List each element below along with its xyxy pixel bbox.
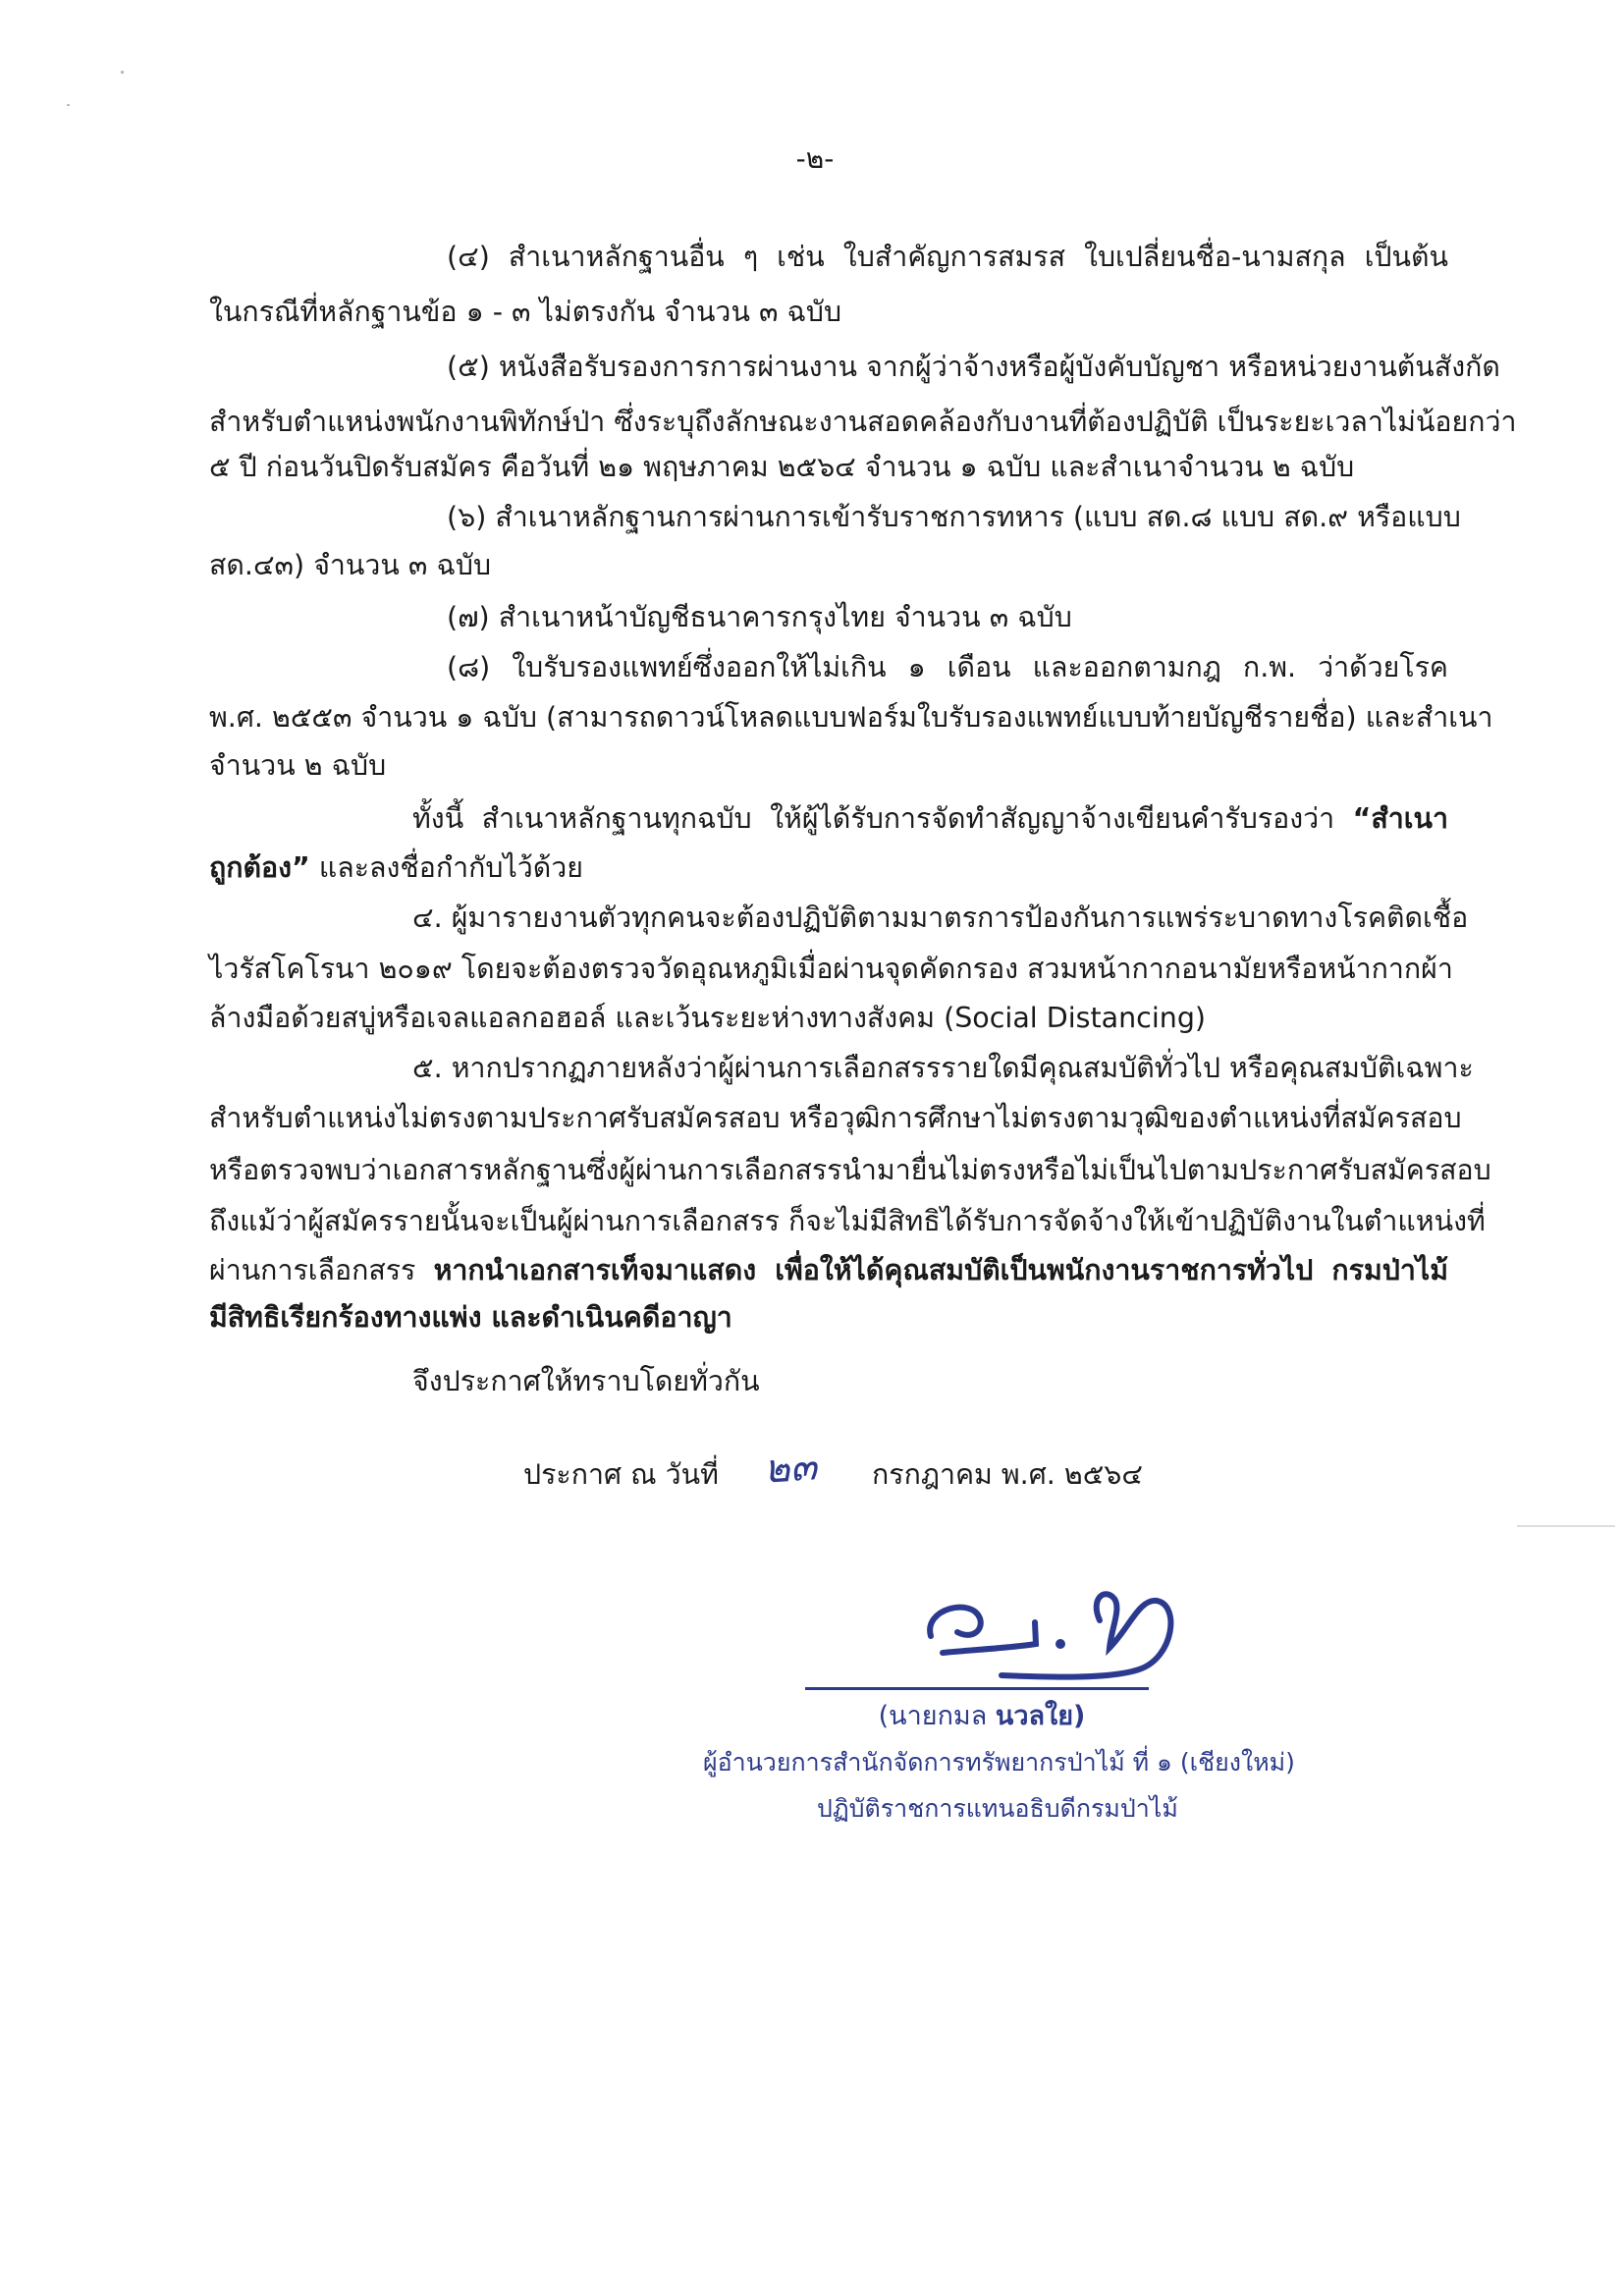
scan-speck xyxy=(67,104,70,106)
scan-speck xyxy=(1517,1525,1615,1527)
signature-graphic xyxy=(903,1559,1198,1687)
handwritten-signature xyxy=(903,1559,1198,1687)
item-5-line-1: (๕) หนังสือรับรองการการผ่านงาน จากผู้ว่าจ้างหรือผู้บังคับบัญชา หรือหน่วยงานต้นสังกัด xyxy=(447,351,1500,383)
section-4-line-3: ล้างมือด้วยสบู่หรือเจลแอลกอฮอล์ และเว้นระยะห่างทางสังคม (Social Distancing) xyxy=(209,1002,1207,1034)
section-5-text: ผ่านการเลือกสรร xyxy=(209,1254,416,1286)
scan-speck xyxy=(121,71,124,74)
certify-post: และลงชื่อกำกับไว้ด้วย xyxy=(318,851,583,884)
announcement: จึงประกาศให้ทราบโดยทั่วกัน xyxy=(412,1365,760,1397)
section-5-line-1: ๕. หากปรากฏภายหลังว่าผู้ผ่านการเลือกสรรรายใดมีคุณสมบัติทั่วไป หรือคุณสมบัติเฉพาะ xyxy=(412,1052,1474,1084)
section-5-line-4: ถึงแม้ว่าผู้สมัครรายนั้นจะเป็นผู้ผ่านการเลือกสรร ก็จะไม่มีสิทธิได้รับการจัดจ้างให้เข้าปฏิบัติงานในตำแหน่งที่ xyxy=(209,1205,1486,1237)
certify-text: ทั้งนี้ สำเนาหลักฐานทุกฉบับ ให้ผู้ได้รับการจัดทำสัญญาจ้างเขียนคำรับรองว่า xyxy=(412,802,1335,835)
signatory-surname: นวลใย) xyxy=(995,1701,1086,1731)
signatory-title-1: ผู้อำนวยการสำนักจัดการทรัพยากรป่าไม้ ที่ ๑ (เชียงใหม่) xyxy=(703,1748,1295,1777)
section-5-line-3: หรือตรวจพบว่าเอกสารหลักฐานซึ่งผู้ผ่านการเลือกสรรนำมายื่นไม่ตรงหรือไม่เป็นไปตามประกาศรับสมัครสอบ xyxy=(209,1154,1491,1186)
date-line xyxy=(523,1451,719,1497)
date-day-handwritten: ๒๓ xyxy=(762,1444,819,1493)
section-5-line-6: มีสิทธิเรียกร้องทางแพ่ง และดำเนินคดีอาญา xyxy=(209,1301,732,1334)
item-8-line-3: จำนวน ๒ ฉบับ xyxy=(209,749,387,782)
item-4-line-1: (๔) สำเนาหลักฐานอื่น ๆ เช่น ใบสำคัญการสมรส ใบเปลี่ยนชื่อ-นามสกุล เป็นต้น xyxy=(447,241,1448,273)
signatory-given-name: (นายกมล xyxy=(878,1701,988,1731)
certify-quote-b: ถูกต้อง” xyxy=(209,851,310,884)
signatory-title-2: ปฏิบัติราชการแทนอธิบดีกรมป่าไม้ xyxy=(817,1794,1178,1823)
page-number: -๒- xyxy=(795,142,835,175)
item-8-line-2: พ.ศ. ๒๕๕๓ จำนวน ๑ ฉบับ (สามารถดาวน์โหลดแบบฟอร์มใบรับรองแพทย์แบบท้ายบัญชีรายชื่อ) และสำเนา xyxy=(209,701,1493,734)
section-5-line-5 xyxy=(209,1247,1448,1292)
section-4-line-2: ไวรัสโคโรนา ๒๐๑๙ โดยจะต้องตรวจวัดอุณหภูมิเมื่อผ่านจุดคัดกรอง สวมหน้ากากอนามัยหรือหน้ากากผ้า xyxy=(209,953,1453,985)
certify-quote-a: “สำเนา xyxy=(1352,802,1449,835)
item-7-line-1: (๗) สำเนาหน้าบัญชีธนาคารกรุงไทย จำนวน ๓ ฉบับ xyxy=(447,601,1072,633)
signature-underline xyxy=(805,1687,1149,1690)
certify-line-2 xyxy=(209,845,583,890)
date-prefix: ประกาศ ณ วันที่ xyxy=(523,1458,719,1491)
item-5-line-2: สำหรับตำแหน่งพนักงานพิทักษ์ป่า ซึ่งระบุถึงลักษณะงานสอดคล้องกับงานที่ต้องปฏิบัติ เป็นระยะเวลาไม่น้อยกว่า xyxy=(209,406,1517,438)
section-5-warning: หากนำเอกสารเท็จมาแสดง เพื่อให้ได้คุณสมบัติเป็นพนักงานราชการทั่วไป กรมป่าไม้ xyxy=(433,1254,1448,1286)
item-6-line-2: สด.๔๓) จำนวน ๓ ฉบับ xyxy=(209,549,492,581)
section-5-line-2: สำหรับตำแหน่งไม่ตรงตามประกาศรับสมัครสอบ หรือวุฒิการศึกษาไม่ตรงตามวุฒิของตำแหน่งที่สมัครสอบ xyxy=(209,1102,1462,1134)
item-8-line-1: (๘) ใบรับรองแพทย์ซึ่งออกให้ไม่เกิน ๑ เดือน และออกตามกฎ ก.พ. ว่าด้วยโรค xyxy=(447,651,1448,683)
item-5-line-3: ๕ ปี ก่อนวันปิดรับสมัคร คือวันที่ ๒๑ พฤษภาคม ๒๕๖๔ จำนวน ๑ ฉบับ และสำเนาจำนวน ๒ ฉบับ xyxy=(209,451,1355,483)
item-6-line-1: (๖) สำเนาหลักฐานการผ่านการเข้ารับราชการทหาร (แบบ สด.๘ แบบ สด.๙ หรือแบบ xyxy=(447,501,1461,533)
item-4-line-2: ในกรณีที่หลักฐานข้อ ๑ - ๓ ไม่ตรงกัน จำนวน ๓ ฉบับ xyxy=(209,296,842,328)
certify-line-1 xyxy=(412,795,1448,841)
section-4-line-1: ๔. ผู้มารายงานตัวทุกคนจะต้องปฏิบัติตามมาตรการป้องกันการแพร่ระบาดทางโรคติดเชื้อ xyxy=(412,902,1469,934)
signatory-name xyxy=(854,1694,1110,1736)
date-suffix: กรกฎาคม พ.ศ. ๒๕๖๔ xyxy=(872,1458,1143,1491)
